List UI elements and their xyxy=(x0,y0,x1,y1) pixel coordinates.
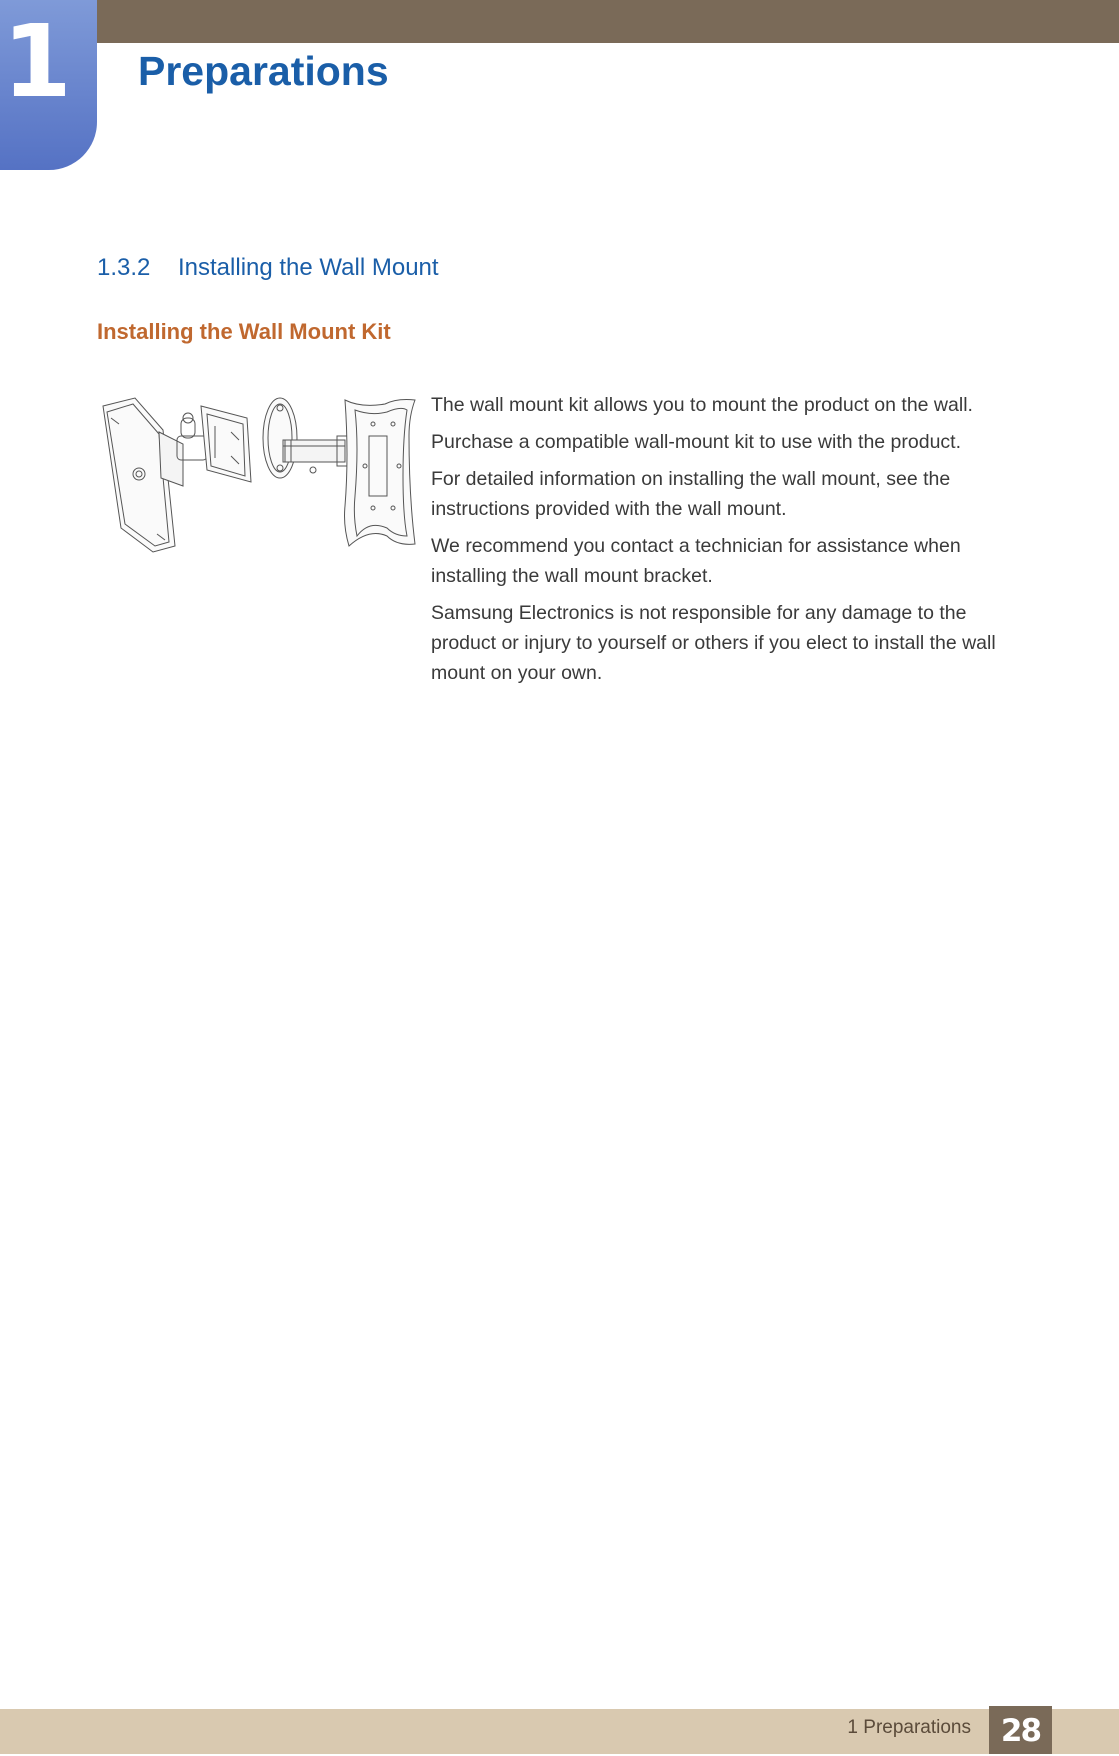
chapter-title: Preparations xyxy=(138,48,389,94)
page-number: 28 xyxy=(989,1706,1052,1754)
wall-plate-bracket xyxy=(103,398,251,552)
body-text xyxy=(431,390,1011,695)
header-bar xyxy=(0,0,1119,43)
articulating-arm-bracket xyxy=(263,398,415,546)
section-heading xyxy=(97,253,439,283)
paragraph: We recommend you contact a technician for assistance when installing the wall mount bracket. xyxy=(431,535,961,587)
chapter-tab xyxy=(0,0,97,170)
paragraph: For detailed information on installing the wall mount, see the instructions provided with the wall mount. xyxy=(431,468,951,520)
paragraph: The wall mount kit allows you to mount the product on the wall. xyxy=(431,394,973,416)
subsection-heading: Installing the Wall Mount Kit xyxy=(97,319,391,344)
chapter-number: 1 xyxy=(2,3,68,120)
section-title: Installing the Wall Mount xyxy=(178,254,439,281)
section-number: 1.3.2 xyxy=(97,254,151,281)
paragraph: Purchase a compatible wall-mount kit to use with the product. xyxy=(431,431,962,453)
paragraph: Samsung Electronics is not responsible for any damage to the product or injury to yourself or others if you elect to install the wall mount on your own. xyxy=(431,602,996,684)
wall-mount-illustration xyxy=(97,396,419,554)
footer-chapter-label: 1 Preparations xyxy=(847,1717,971,1738)
